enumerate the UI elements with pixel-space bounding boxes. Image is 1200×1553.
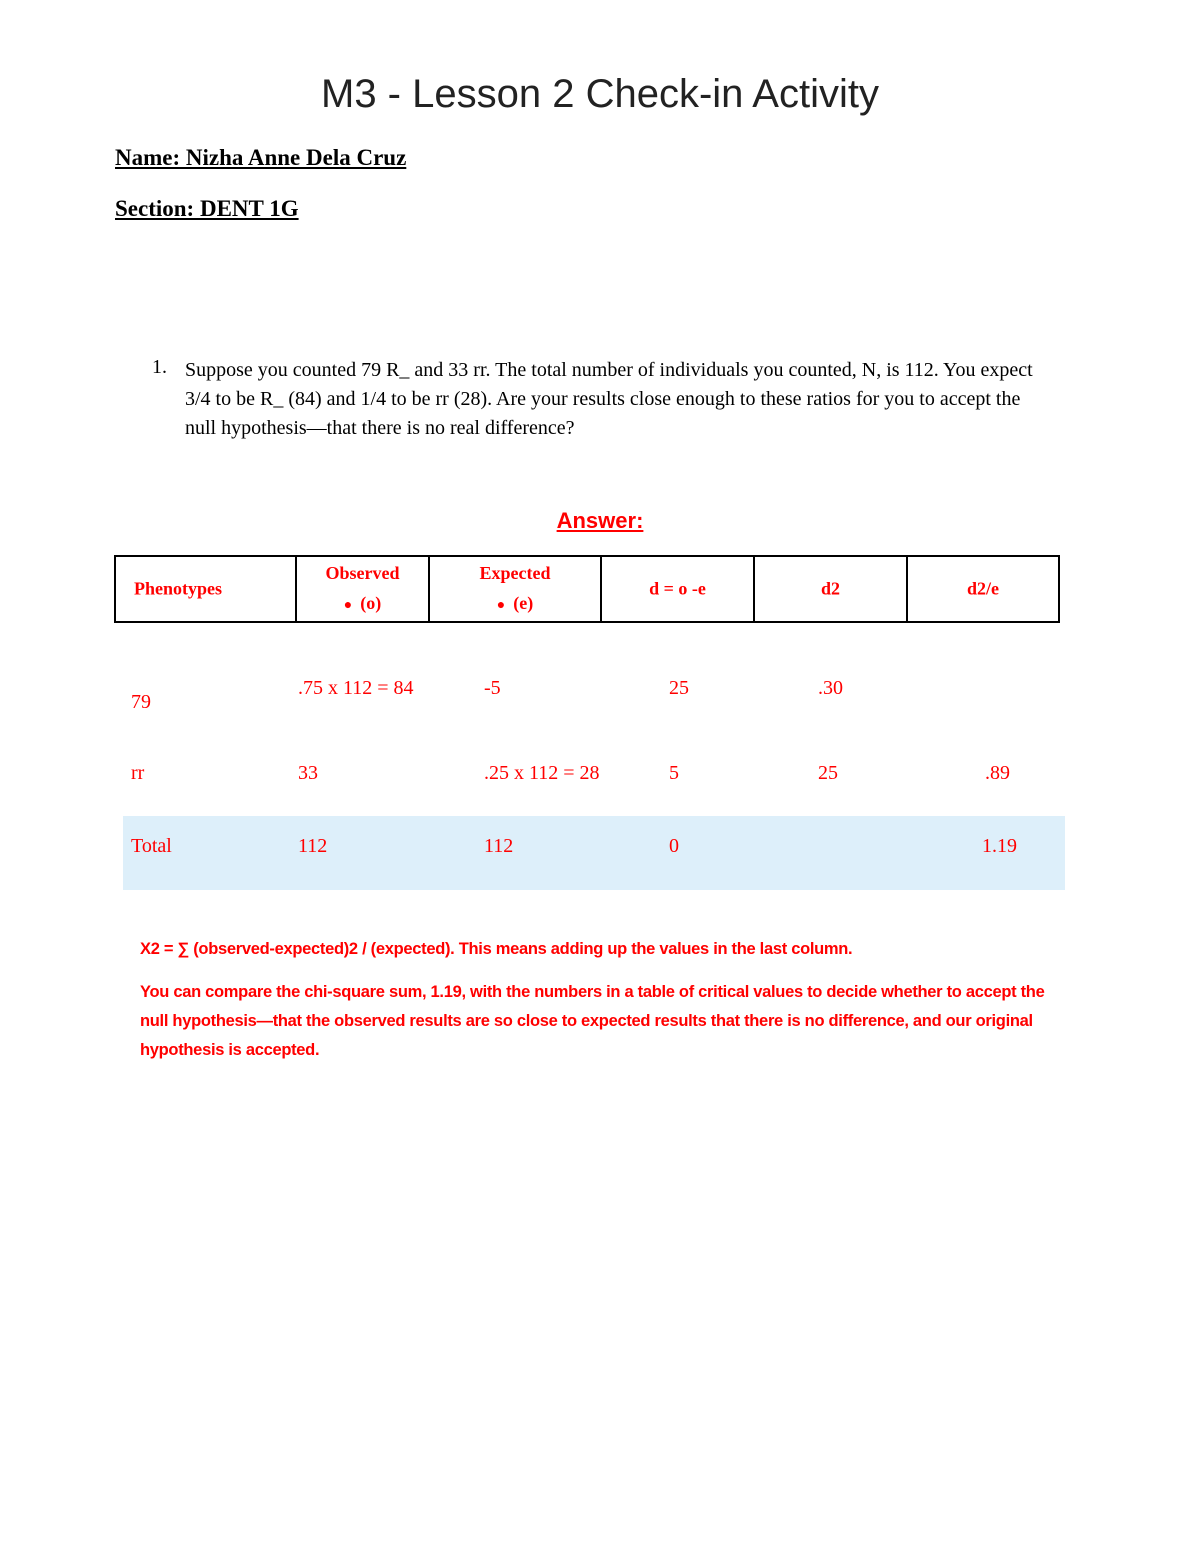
student-section: Section: DENT 1G	[115, 196, 299, 221]
total-d: 0	[669, 835, 679, 857]
student-name: Name: Nizha Anne Dela Cruz	[115, 145, 407, 170]
total-label: Total	[131, 835, 172, 857]
header-d	[602, 557, 755, 621]
total-expected: 112	[484, 835, 514, 857]
bullet-icon: ●	[496, 598, 506, 613]
bullet-icon: ●	[343, 598, 353, 613]
row2-phenotype: rr	[131, 762, 145, 784]
header-expected-sub: ● (e)	[496, 593, 534, 613]
table-header-row	[114, 555, 1060, 623]
header-observed	[297, 557, 430, 621]
total-d2e: 1.19	[982, 835, 1017, 857]
row1-d: 25	[669, 677, 689, 699]
header-observed-label: Observed	[325, 563, 400, 583]
row2-d: 5	[669, 762, 679, 784]
header-phenotypes	[116, 557, 297, 621]
question-number: 1.	[152, 356, 167, 378]
answer-heading: Answer:	[556, 508, 644, 533]
header-observed-sub: ● (o)	[343, 593, 382, 613]
total-observed: 112	[298, 835, 328, 857]
header-d2-label: d2	[820, 578, 840, 599]
row1-observed: .75 x 112 = 84	[298, 677, 414, 699]
header-expected-label: Expected	[479, 563, 551, 583]
row1-phenotype: 79	[131, 691, 151, 713]
conclusion-note: You can compare the chi-square sum, 1.19, with the numbers in a table of critical values to decide whether to accept the null hypothesis—that the observed results are so close to expected results that there is no difference, and our original hypothesis is accepted.	[140, 983, 1045, 1059]
header-d2e-label: d2/e	[966, 578, 999, 599]
row2-observed: 33	[298, 762, 318, 784]
header-expected	[430, 557, 602, 621]
row1-expected: -5	[484, 677, 501, 699]
header-d2	[755, 557, 908, 621]
header-d2e	[908, 557, 1058, 621]
total-row	[123, 816, 1065, 890]
question-text: Suppose you counted 79 R_ and 33 rr. The total number of individuals you counted, N, is 112. You expect 3/4 to be R_ (84) and 1/4 to be rr (28). Are your results close enough to these ratios for you to accept the null hypothesis—that there is no real difference?	[185, 359, 1033, 439]
row1-d2: .30	[818, 677, 843, 699]
row2-expected: .25 x 112 = 28	[484, 762, 600, 784]
formula-note: X2 = ∑ (observed-expected)2 / (expected). This means adding up the values in the last column.	[140, 940, 853, 958]
row2-d2: 25	[818, 762, 838, 784]
document-title: M3 - Lesson 2 Check-in Activity	[321, 72, 879, 116]
row2-d2e: .89	[985, 762, 1010, 784]
header-phenotypes-label: Phenotypes	[134, 578, 223, 599]
header-d-label: d = o -e	[649, 578, 706, 599]
